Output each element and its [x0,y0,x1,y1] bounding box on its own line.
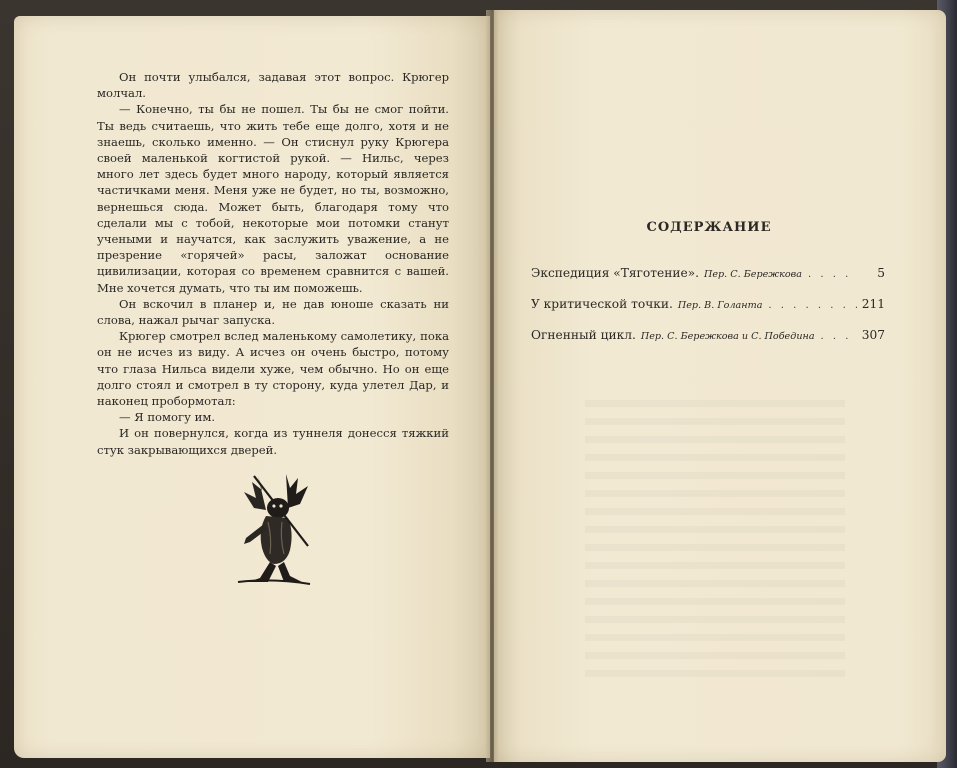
story-text [97,69,449,458]
toc-entry-page: 307 [861,328,885,342]
book-gutter [486,10,498,762]
contents-title: СОДЕРЖАНИЕ [646,220,772,235]
paragraph: Он вскочил в планер и, не дав юноше сказать ни слова, нажал рычаг запуска. [97,296,449,328]
toc-entry-title: Огненный цикл. [531,328,636,342]
toc-entry-page: 5 [877,266,885,280]
toc-entry-title: У критической точки. [531,297,673,311]
paragraph: — Конечно, ты бы не пошел. Ты бы не смог пойти. Ты ведь считаешь, что жить тебе еще долго, хотя и не знаешь, сколько именно. — Он стиснул руку Крюгера своей маленькой когтистой рукой. — Нильс, через много лет здесь будет много народу, который является частичками меня. Меня уже не будет, но ты, возможно, вернешься сюда. Может быть, благодаря тому что сделали мы с тобой, некоторые мои потомки станут учеными и научатся, как заслужить уважение, а не презрение «горячей» расы, заложат основание цивилизации, которая со временем сравнится с вашей. Мне хочется думать, что ты им поможешь. [97,102,449,295]
creature-vignette-icon [228,468,316,588]
table-of-contents [531,266,885,359]
toc-dot-leader [815,331,857,342]
toc-entry-title: Экспедиция «Тяготение». [531,266,699,280]
toc-entry [531,266,885,297]
paragraph: Он почти улыбался, задавая этот вопрос. Крюгер молчал. [97,70,449,101]
paragraph: — Я помогу им. [119,410,216,425]
paragraph: Крюгер смотрел вслед маленькому самолетику, пока он не исчез из виду. А исчез он очень быстро, потому что глаза Нильса видели хуже, чем обычно. Но он еще долго стоял и смотрел в ту сторону, куда улетел Дар, и наконец пробормотал: [97,329,449,409]
toc-dot-leader [802,269,857,280]
toc-entry-translator: Пер. С. Бережкова и С. Победина [640,331,815,342]
toc-entry-page: 211 [861,297,885,311]
toc-entry-translator: Пер. В. Голанта [677,300,763,311]
toc-entry [531,328,885,359]
paragraph: И он повернулся, когда из туннеля донесся тяжкий стук закрывающихся дверей. [97,426,449,457]
toc-dot-leader [762,300,857,311]
toc-entry [531,297,885,328]
right-page [494,10,946,762]
toc-entry-translator: Пер. С. Бережкова [704,269,802,280]
